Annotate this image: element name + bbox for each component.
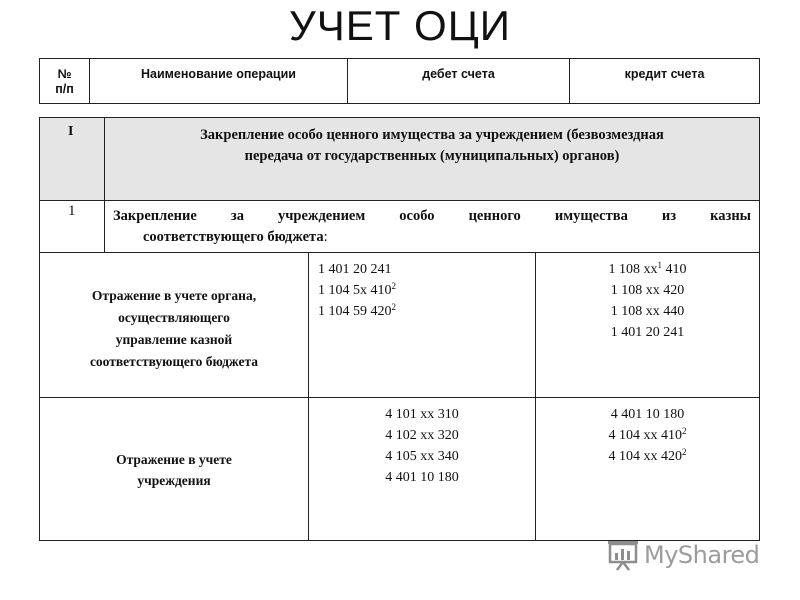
- row-label: [40, 252, 309, 397]
- table-row: [40, 252, 759, 398]
- header-operation-name: Наименование операции: [90, 59, 348, 103]
- credit-account: 4 401 10 180: [610, 407, 685, 422]
- row-label-line: управление казной: [115, 332, 233, 347]
- credit-account: 1 108 хх 420: [610, 283, 685, 298]
- item-title-line: [113, 227, 751, 248]
- watermark-text: MyShared: [644, 541, 760, 569]
- presentation-chart-icon: [606, 538, 640, 572]
- debit-account: 1 104 5х $410^2$: [318, 281, 396, 298]
- header-number-symbol: №: [57, 67, 72, 81]
- section-row: [40, 118, 759, 201]
- credit-account: 1 401 20 241: [610, 325, 685, 340]
- row-label-line: осуществляющего: [118, 310, 230, 325]
- row-label-line: соответствующего бюджета: [89, 354, 259, 369]
- section-title-line: Закрепление особо ценного имущества за учреждением (безвозмездная: [200, 127, 664, 143]
- debit-account: 4 105 хх 340: [385, 449, 459, 464]
- item-title-text: соответствующего бюджета: [143, 229, 324, 245]
- page-title: УЧЕТ ОЦИ: [289, 2, 511, 49]
- item-number: 1: [40, 200, 105, 252]
- credit-account: 4 104 хх $420^2$: [608, 447, 687, 464]
- section-number: I: [40, 118, 105, 200]
- debit-cell: [309, 397, 536, 540]
- item-title-colon: :: [323, 229, 328, 245]
- credit-cell: [536, 252, 759, 397]
- item-title: [105, 200, 759, 252]
- section-title: [105, 118, 759, 200]
- header-debit: дебет счета: [348, 59, 570, 103]
- table-row: [40, 397, 759, 540]
- debit-account: 1 401 20 241: [318, 262, 392, 277]
- item-row: [40, 200, 759, 253]
- row-label: [40, 397, 309, 540]
- row-label-line: учреждения: [137, 473, 211, 488]
- debit-account: 4 102 хх 320: [385, 428, 459, 443]
- debit-account: 4 101 хх 310: [385, 407, 459, 422]
- operations-table: [39, 117, 760, 541]
- debit-account: 4 401 10 180: [385, 470, 459, 485]
- header-credit: кредит счета: [624, 67, 705, 81]
- credit-account: 1 108 хх 440: [610, 304, 685, 319]
- credit-account: 4 104 хх $410^2$: [608, 426, 687, 443]
- credit-account: 1 108 $хх^1$ 410: [608, 260, 687, 277]
- header-number: [40, 59, 90, 103]
- debit-cell: [309, 252, 536, 397]
- row-label-line: Отражение в учете: [116, 452, 232, 467]
- debit-account: 1 104 59 $420^2$: [318, 302, 396, 319]
- table-header: [39, 58, 760, 104]
- watermark-logo: [606, 538, 759, 572]
- item-title-line: Закрепление за учреждением особо ценного имущества из казны: [113, 208, 751, 224]
- section-title-line: передача от государственных (муниципальных) органов): [244, 148, 620, 164]
- credit-cell: [536, 397, 759, 540]
- row-label-line: Отражение в учете органа,: [91, 288, 257, 303]
- header-number-abbrev: п/п: [55, 82, 74, 96]
